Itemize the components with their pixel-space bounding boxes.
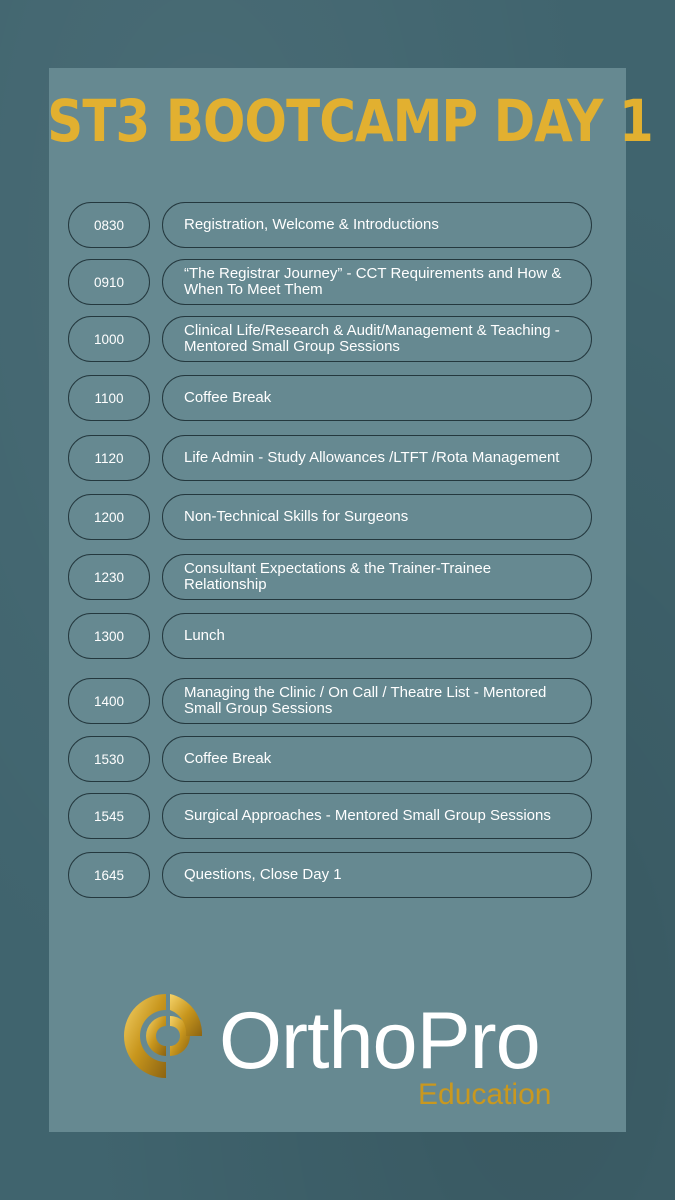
activity-pill: Registration, Welcome & Introductions <box>162 202 592 248</box>
activity-pill: Clinical Life/Research & Audit/Management & Teaching - Mentored Small Group Sessions <box>162 316 592 362</box>
brand-subtitle: Education <box>418 1078 552 1111</box>
activity-pill: Questions, Close Day 1 <box>162 852 592 898</box>
time-pill: 1300 <box>68 613 150 659</box>
time-pill: 1230 <box>68 554 150 600</box>
time-pill: 1200 <box>68 494 150 540</box>
orthopro-logo-icon <box>118 988 202 1084</box>
time-pill: 1530 <box>68 736 150 782</box>
activity-pill: Managing the Clinic / On Call / Theatre List - Mentored Small Group Sessions <box>162 678 592 724</box>
page-title: ST3 BOOTCAMP DAY 1 <box>47 87 653 155</box>
time-pill: 1400 <box>68 678 150 724</box>
time-pill: 0910 <box>68 259 150 305</box>
activity-pill: Lunch <box>162 613 592 659</box>
time-pill: 1645 <box>68 852 150 898</box>
activity-pill: Surgical Approaches - Mentored Small Group Sessions <box>162 793 592 839</box>
activity-pill: Coffee Break <box>162 375 592 421</box>
activity-pill: Life Admin - Study Allowances /LTFT /Rota Management <box>162 435 592 481</box>
activity-pill: Coffee Break <box>162 736 592 782</box>
time-pill: 1120 <box>68 435 150 481</box>
time-pill: 0830 <box>68 202 150 248</box>
activity-pill: Consultant Expectations & the Trainer-Trainee Relationship <box>162 554 592 600</box>
brand-name: OrthoPro <box>219 996 540 1086</box>
activity-pill: Non-Technical Skills for Surgeons <box>162 494 592 540</box>
activity-pill: “The Registrar Journey” - CCT Requirements and How & When To Meet Them <box>162 259 592 305</box>
time-pill: 1545 <box>68 793 150 839</box>
time-pill: 1100 <box>68 375 150 421</box>
time-pill: 1000 <box>68 316 150 362</box>
